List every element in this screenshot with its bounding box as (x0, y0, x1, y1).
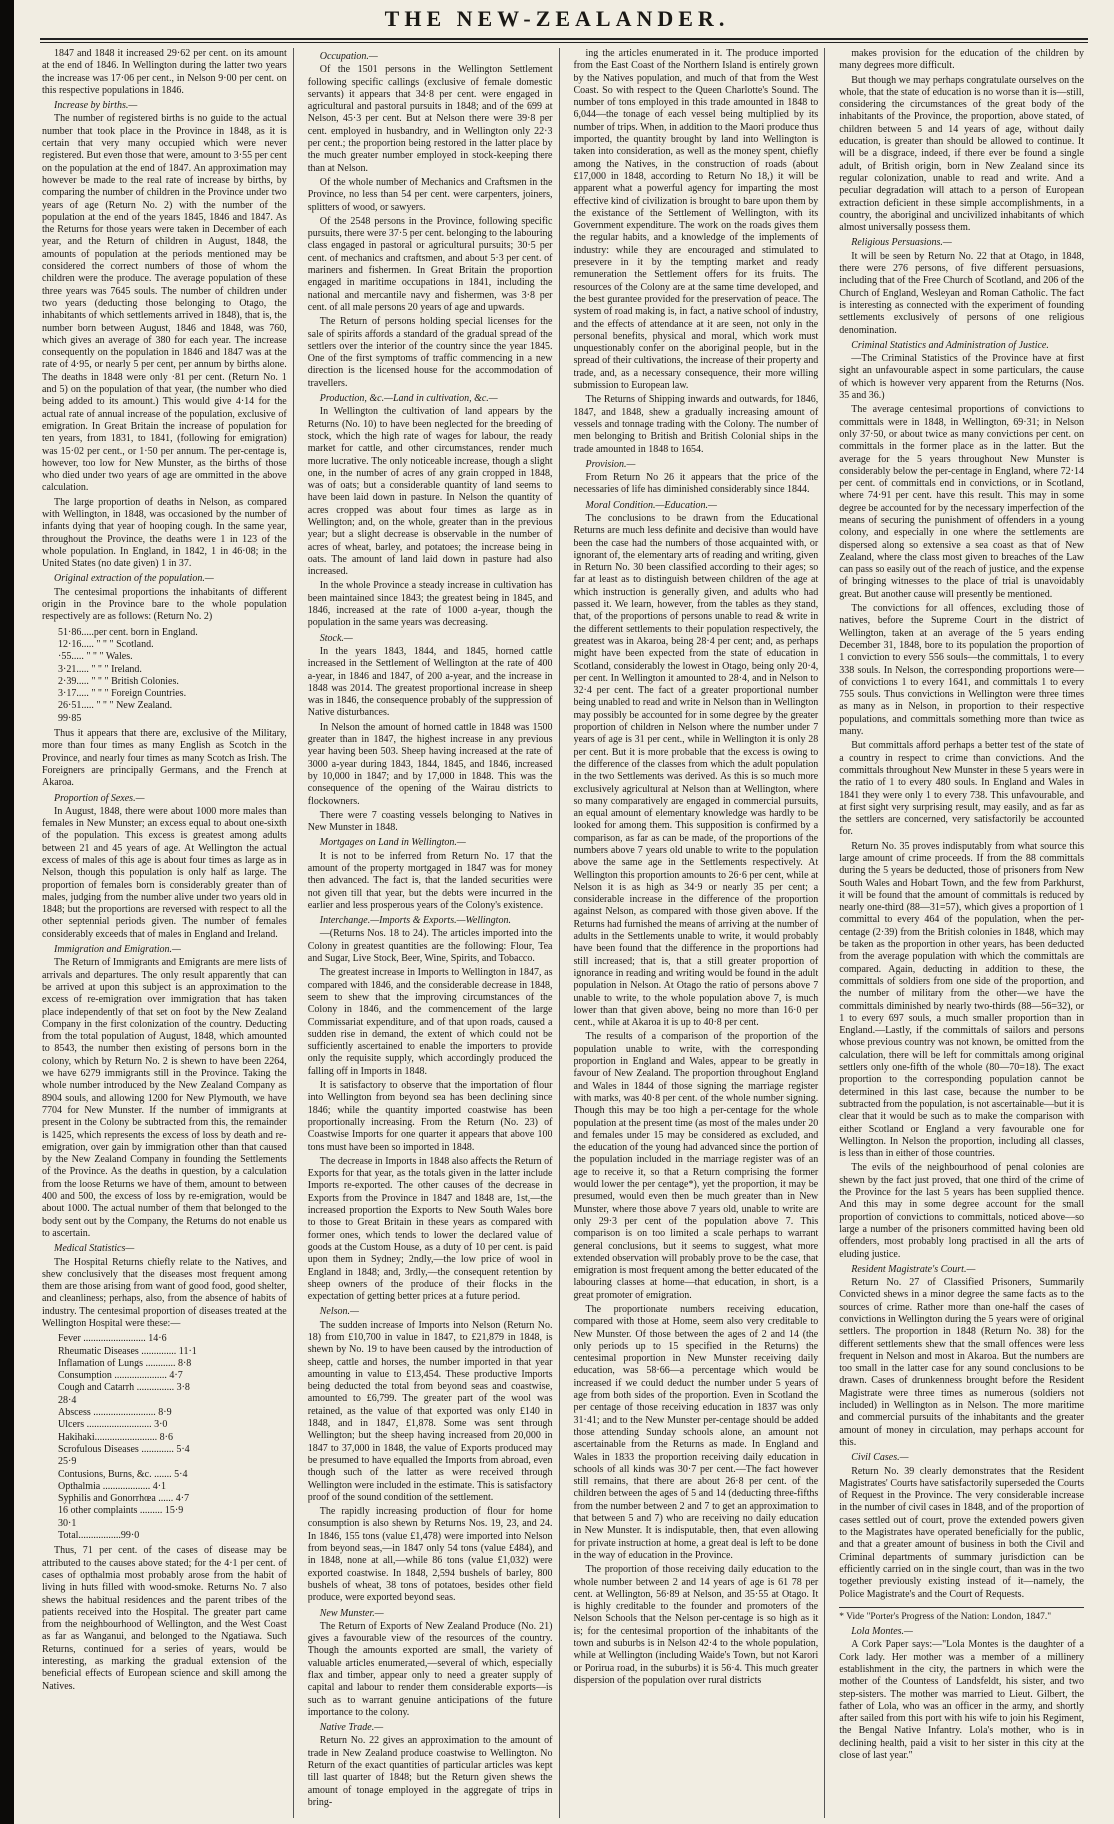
column-2 (308, 48, 560, 1818)
paragraph: But committals afford perhaps a better test of the state of a country in respect to crime than convictions. And the committals throughout New Munster in these 5 years were in the ratio of 1 to every 480 souls. In England and Wales in 1841 they were only 1 to every 738. This unfavourable, and at first sight very surprising result, may easily, and as far as the settlers are concerned, very satisfactorily be accounted for. (839, 740, 1084, 838)
section-heading: Mortgages on Land in Wellington.— (319, 837, 466, 849)
table-row: Scrofulous Diseases ............. 5·4 (58, 1443, 190, 1455)
paragraph: The rapidly increasing production of flour for home consumption is also shewn by Returns Nos. 19, 23, and 24. In 1846, 155 tons (value £1,478) were imported into Nelson from beyond seas,—in 1847 only 54 tons (value £484), and in 1848, none at all,—while 86 tons (value £1,032) were exported coastwise. In 1848, 2,594 bushels of barley, 800 bushels of wheat, 38 tons of potatoes, besides other field produce, were exported beyond seas. (307, 1506, 553, 1604)
column-4 (839, 48, 1090, 1818)
paragraph: makes provision for the education of the children by many degrees more difficult. (839, 48, 1084, 72)
section-heading: Criminal Statistics and Administration of Justice. (851, 339, 1049, 351)
subtotal: 30·1 (58, 1517, 77, 1529)
section-heading: Interchange.—Imports & Exports.—Wellington. (319, 915, 511, 927)
section-heading: Lola Montes.— (851, 1626, 913, 1638)
paragraph: 1847 and 1848 it increased 29·62 per cent. on its amount at the end of 1846. In Wellington during the latter two years the increase was 17·06 per cent., in Nelson 9·00 per cent. on this respective populations in 1846. (42, 48, 287, 96)
paragraph: —The Criminal Statistics of the Province have at first sight an unfavourable aspect in some particulars, the cause of which is however very apparent from the Returns (Nos. 35 and 36.) (839, 353, 1084, 402)
paragraph: —(Returns Nos. 18 to 24). The articles imported into the Colony in greatest quantities are the following: Flour, Tea and Sugar, Live Stock, Beer, Wine, Spirits, and Tobacco. (307, 928, 553, 965)
paragraph: Of the 2548 persons in the Province, following specific pursuits, there were 37·5 per cent. belonging to the labouring class engaged in pastoral or agricultural pursuits; 30·5 per cent. of mechanics and craftsmen, and about 5·3 per cent. of mariners and fishermen. In Great Britain the proportion engaged in maritime occupations in 1841, including the national and mercantile navy and fishermen, was 3·8 per cent. of all male persons 20 years of age and upwards. (307, 215, 553, 313)
table-row: Inflamation of Lungs ............ 8·8 (58, 1357, 192, 1369)
masthead-rule-thin (40, 42, 1088, 43)
paragraph: In Wellington the cultivation of land appears by the Returns (No. 10) to have been neglected for the breeding of stock, which the high rate of wages for labour, the ready market for cattle, and other circumstances, render much more lucrative. The only noticeable increase, though a slight one, in the number of acres of any grain cropped in 1848, was of oats; but a considerable quantity of land seems to have been laid down in pasture. In Nelson the quantity of acres cropped was about four times as large as in Wellington; and, on the whole, greater than in the previous year; but a slight decrease is observable in the number of acres of wheat, barley, and potatoes; the increase being in oats. The amount of land laid down in pasture had also increased. (307, 406, 553, 578)
paragraph: Thus it appears that there are, exclusive of the Military, more than four times as many English as Scotch in the Province, and nearly four times as many Scotch as Irish. The Foreigners are principally Germans, and the French at Akaroa. (42, 728, 287, 789)
section-heading: Stock.— (319, 632, 353, 644)
paragraph: Thus, 71 per cent. of the cases of disease may be attributed to the causes above stated; for the 4·1 per cent. of cases of opthalmia most probably arose from the habit of living in huts filled with wood-smoke. Returns No. 7 also shews the habitual residences and the parent tribes of the patients received into the Hospital. The greater part came from the neighbourhood of Wellington, and the West Coast as far as Wanganui, and belonged to the Ngatiawa. Such Returns, continued for a series of years, would be interesting, as marking the gradual extension of the beneficial effects of European science and skill among the Natives. (42, 1545, 287, 1692)
section-heading: New Munster.— (319, 1607, 384, 1619)
table-row: 26·51..... " " " New Zealand. (58, 700, 173, 712)
disease-table (58, 1333, 287, 1542)
section-heading: Occupation.— (319, 51, 378, 62)
paragraph: The Hospital Returns chiefly relate to the Natives, and shew conclusively that the diseases most frequent among them are those arising from want of good food, good shelter, and cleanliness; perhaps, also, from the absence of habits of industry. The centesimal proportion of diseases treated at the Wellington Hospital were these:— (42, 1256, 287, 1329)
paragraph: ing the articles enumerated in it. The produce imported from the East Coast of the Northern Island is entirely grown by the Natives population, and much of that from the West Coast. So with respect to the Queen Charlotte's Sound. The number of tons employed in this trade amounted in 1848 to 6,044—the tonage of each vessel being multiplied by its number of trips. When, in addition to the Maori produce thus imported, the quantity brought by land into Wellington is taken into consideration, as well as the money spent, chiefly among the Natives, in the construction of roads (about £17,000 in 1848, according to Return No 18,) it will be apparent what a powerful agency for imparting the most effective kind of civilization is brought to bare upon them by the existance of the Settlement of Wellington, with its Government expenditure. The work on the roads gives them the regular habits, and a knowledge of the implements of industry: while they are encouraged and stimulated to presevere in it by the tempting market and ready remuneration the Settlement offers for its fruits. The resources of the Colony are at the same time developed, and the best gurantee provided for the preservation of peace. The system of road making is, in fact, a native school of industry, and the effects of attendance at it are seen, not only in the personal benefits, physical and moral, which work must unquestionably confer on the aboriginal people, but in the spread of their cultivations, the increase of their property and trade, and, as a necessary consequence, their more willing submission to European law. (573, 48, 819, 392)
paragraph: The centesimal proportions the inhabitants of different origin in the Province bare to the whole population respectively are as follows: (Return No. 2) (42, 586, 287, 623)
section-heading: Production, &c.—Land in cultivation, &c.— (319, 393, 498, 405)
section-heading: Moral Condition.—Education.— (585, 499, 717, 511)
paragraph: The decrease in Imports in 1848 also affects the Return of Exports for that year, as the totals given in the latter include Imports re-exported. The other causes of the decrease in Exports from the Province in 1847 and 1848 are, 1st,—the increased proportion the Exports to New South Wales bore to those to Great Britain in these years as compared with former ones, which tends to lower the declared value of goods at the Custom House, as a duty of 10 per cent. is paid upon them in Sydney; 2ndly,—the low price of wool in England in 1848; and, 3rdly,—the consequent retention by sheep owners of the produce of their flocks in the expectation of getting better prices at a future period. (307, 1155, 553, 1303)
section-heading: Increase by births.— (54, 100, 138, 112)
table-row: Ulcers .......................... 3·0 (58, 1419, 168, 1431)
grand-total: Total.................99·0 (58, 1530, 140, 1542)
column-1 (42, 48, 294, 1818)
paragraph: The Return of Exports of New Zealand Produce (No. 21) gives a favourable view of the resources of the country. Though the amounts exported are small, the variety of valuable articles enumerated,—several of which, especially flax and timber, appear only to need a greater supply of capital and labour to render them considerable exports—is such as to warrant genuine anticipations of the future importance to the colony. (307, 1620, 553, 1718)
table-row: 12·16..... " " " Scotland. (58, 638, 154, 650)
table-row: Syphilis and Gonorrhœa ...... 4·7 (58, 1493, 190, 1505)
table-row: 2·39..... " " " British Colonies. (58, 675, 179, 687)
section-heading: Medical Statistics— (54, 1243, 135, 1255)
table-total: 99·85 (58, 712, 82, 724)
table-row: Rheumatic Diseases .............. 11·1 (58, 1345, 197, 1357)
table-row: Fever ......................... 14·6 (58, 1333, 167, 1345)
paragraph: Return No. 22 gives an approximation to the amount of trade in New Zealand produce coastwise to Wellington. No Return of the exact quantities of particular articles was kept till last quarter of 1848; but the Return given shews the amount of tonage employed in the aggregate of trips in bring- (307, 1735, 553, 1808)
paragraph: Of the whole number of Mechanics and Craftsmen in the Province, no less than 54 per cent. were carpenters, joiners, splitters of wood, or sawyers. (307, 176, 553, 213)
paragraph: Return No. 27 of Classified Prisoners, Summarily Convicted shews in a minor degree the same facts as to the sources of crime. Rather more than one-half the cases of convictions in Wellington during the 5 years were of original settlers. The proportion in 1848 (Return No. 38) for the different settlements shew that the small offences were less frequent in Nelson and most in Akaroa. But the numbers are too small in the latter case for any sound conclusions to be drawn. Cases of drunkenness brought before the Resident Magistrate were three times as numerous (soldiers not included) in Wellington as in Nelson. The more maritime and commercial pursuits of the inhabitants and the greater amount of money in circulation, may perhaps account for this. (839, 1277, 1084, 1448)
paragraph: In the whole Province a steady increase in cultivation has been maintained since 1843; the greatest being in 1845, and 1846, increased at the rate of 1000 a-year, though the population in the same years was decreasing. (307, 580, 553, 629)
paragraph: There were 7 coasting vessels belonging to Natives in New Munster in 1848. (307, 809, 553, 834)
page-spine (0, 0, 14, 1824)
paragraph: Return No. 35 proves indisputably from what source this large amount of crime proceeds. If from the 88 committals during the 5 years be deducted, those of prisoners from New South Wales and Hobart Town, and the few from Parkhurst, it will be found that the amount of committals is reduced by nearly one-third (88—31=57), which gives a proportion of 1 committal to every 464 of the population, when the per-centage (2·39) from the British colonies in 1848, which may be taken as the proportion in other years, has been deducted from the average population with which the committals are compared. Again, deducting in addition to these, the committals of soldiers from one side of the proportion, and the number of military from the other—we have the committals diminished by nearly two-thirds (88—56=32), or 1 to every 697 souls, a much smaller proportion than in England.—Lastly, if the committals of sailors and persons whose previous country was not known, be omitted from the calculation, there will be left for committals among original settlers only one-fifth of the whole (80—70=18). The exact proportion to the corresponding population cannot be determined in this last case, because the number to be subtracted from the population, is not ascertainable—but it is clear that it would be such as to make the comparison with either Scotland or England a very favourable one for Wellington. In Nelson the proportion, including all classes, is less than in either of those countries. (839, 840, 1084, 1160)
columns (42, 48, 1090, 1818)
subtotal: 28·4 (58, 1394, 77, 1406)
table-row: 16 other complaints ......... 15·9 (58, 1505, 184, 1517)
section-heading: Immigration and Emigration.— (54, 944, 181, 956)
footnote: * Vide "Porter's Progress of the Nation: London, 1847." (839, 1607, 1084, 1623)
origin-table (58, 627, 287, 725)
paragraph: Of the 1501 persons in the Wellington Settlement following specific callings (exclusive of female domestic servants) it appears that 34·8 per cent. were engaged in agricultural and pastoral pursuits in 1848; and of the 699 at Nelson, 45·3 per cent. But at Nelson there were 39·8 per cent. employed in husbandry, and in Wellington only 22·3 per cent.; the proportion being restored in the latter place by the much greater number employed in stock-keeping there than at Nelson. (307, 64, 553, 174)
paragraph: It is satisfactory to observe that the importation of flour into Wellington from beyond sea has been declining since 1846; while the quantity imported coastwise has been proportionally increasing. From the Return (No. 23) of Coastwise Imports for one quarter it appears that above 100 tons must have been so imported in 1848. (307, 1080, 553, 1153)
paragraph: The Return of Immigrants and Emigrants are mere lists of arrivals and departures. The only result apparently that can be arrived at upon this subject is an approximation to the excess of re-emigration over immigration that has taken place independently of that set on foot by the New Zealand Company in the first colonization of the country. Deducting from the total population of August, 1848, which amounted to 8543, the number then existing of persons born in the colony, which by Return No. 2 is shewn to have been 2264, we have 6279 immigrants still in the Province. Taking the whole number introduced by the New Zealand Company as 8904 souls, and allowing 1200 for New Plymouth, we have 7704 for New Munster. If the number of immigrants at present in the Colony be subtracted from this, the remainder is 1425, which represents the excess of loss by death and re-emigration, over gain by immigration other than that caused by the New Zealand Company in founding the Settlements of the Province. As the deaths in question, by a calculation from the loose Returns we have of them, amount to between 400 and 500, the excess of loss by re-emigration, would be about 1000. The actual number of them that belonged to the body sent out by the Company, the Returns do not enable us to ascertain. (42, 957, 287, 1239)
paragraph: The greatest increase in Imports to Wellington in 1847, as compared with 1846, and the considerable decrease in 1848, seem to shew that the improving circumstances of the Colony in 1846, and the commencement of the large Commissariat expenditure, and of that upon roads, caused a sudden rise in demand, the extent of which could not be sufficiently ascertained to enable the importers to provide only the requisite supply, which accordingly produced the falling off in Imports in 1848. (307, 967, 553, 1077)
paragraph: The convictions for all offences, excluding those of natives, before the Supreme Court in the district of Wellington, taken at an average of the 5 years ending December 31, 1848, bore to its population the proportion of 1 conviction to every 556 souls—the committals, 1 to every 338 souls. In Nelson, the corresponding proportions were—of convictions 1 to every 1641, and committals 1 to every 755 souls. Thus convictions in Wellington were three times as many as in Nelson, in proportion to their respective populations, and committals something more than twice as many. (839, 603, 1084, 738)
masthead: THE NEW-ZEALANDER. (384, 6, 730, 31)
table-row: 3·17..... " " " Foreign Countries. (58, 688, 187, 700)
paragraph: It will be seen by Return No. 22 that at Otago, in 1848, there were 276 persons, of five different persuasions, including that of the Free Church of Scotland, and 206 of the Church of England, Wesleyan and Roman Catholic. The fact is interesting as connected with the experiment of founding settlements exclusively of persons of one religious denomination. (839, 250, 1084, 336)
paragraph: In the years 1843, 1844, and 1845, horned cattle increased in the Settlement of Wellington at the rate of 400 a-year, in 1846 and 1847, of 200 a-year, and the increase in 1848 was 2014. The greatest proportional increase in sheep was in 1846, the consequence probably of the suppression of Native disturbances. (307, 645, 553, 719)
paragraph: The number of registered births is no guide to the actual number that took place in the Province in 1848, as it is certain that very many occupied which were never registered. But even those that were, amount to 3·55 per cent on the population at the end of 1847. An approximation may however be made to the real rate of increase by births, by comparing the number of children in the Province under two years of age (Return No. 2) with the number of the population at the end of the years 1845, 1846 and 1847. As the Returns for those years were taken in December of each year, and the Return of children in August, 1848, the amounts of population at the periods mentioned may be considered the correct numbers of those of whom the children were the produce. The average population of these three years was 7645 souls. The number of children under two years (deducting those belonging to Otago, the inhabitants of which settlements arrived in 1848), that is, the number born between August, 1846 and 1848, was 760, which gives an average of 380 for each year. The increase consequently on the population in 1846 and 1847 was at the rate of 4·95, or nearly 5 per cent, per annum by births alone. The deaths in 1848 were only ·81 per cent. (Return No. 1 and 5) on the population of that year, (the number who died being added to its amount.) This would give 4·14 for the actual rate of annual increase of the population, exclusive of emigration. In Great Britain the increase of population for ten years, from 1831, to 1841, (following for emigration) was 15·02 per cent., or 1·50 per annum. The per-centage is, however, too low for New Munster, as the births of those who died under two years of age are ommitted in the above calculation. (42, 113, 287, 494)
paragraph: A Cork Paper says:—"Lola Montes is the daughter of a Cork lady. Her mother was a member of a millinery establishment in the city, the partners in which were the mother of the Countess of Landsfeldt, his sister, and two step-sisters. The mother was married to Lieut. Gilbert, the father of Lola, who was an officer in the army, and shortly after sailed from this port with his wife to join his Regiment, the Bengal Native Infantry. Lola's mother, who is in declining health, paid a visit to her sister in this city at the close of last year." (839, 1639, 1084, 1762)
table-row: Hakihaki......................... 8·6 (58, 1431, 173, 1443)
paragraph: The Returns of Shipping inwards and outwards, for 1846, 1847, and 1848, shew a gradually increasing amount of vessels and tonnage trading with the Colony. The number of men belonging to British and British Colonial ships in the trade amounted in 1848 to 1654. (573, 394, 819, 455)
section-heading: Nelson.— (319, 1306, 359, 1318)
paragraph: The results of a comparison of the proportion of the population unable to write, with the corresponding proportion in England and Wales, appear to be greatly in favour of New Zealand. The proportion throughout England and Wales in 1844 of those signing the marriage register with marks, was 40·8 per cent. of the whole number signing. Though this may be too high a per-centage for the whole population at the present time (as most of the males under 20 and females under 15 may be considered as excluded, and the education of the young had advanced since the portion of the population included in the marriage register was of an age to receive it, so that a Return comprising the former would lower the per centage*), yet the proportion, it may be presumed, would even then be much greater than in New Munster, where those above 7 years old, unable to write are only 29·3 per cent of the population above 7. This comparison is on too limited a scale perhaps to warrant general conclusions, but it seems to suggest, what more extended observation will probably prove to be the case, that emigration is most frequent among the better educated of the labouring classes at home—that education, in short, is a great promoter of emigration. (573, 1031, 819, 1301)
paragraph: But though we may perhaps congratulate ourselves on the whole, that the state of education is no worse than it is—still, considering the circumstances of the great body of the inhabitants of the Province, the proportion, above stated, of children between 5 and 14 years of age, without daily education, is greater than should be allowed to continue. It will be a disgrace, indeed, if there ever be found a single adult, of British origin, born in New Zealand since its regular colonization, unable to read and write. And a peculiar degradation will attach to a person of European extraction deficient in these simple accomplishments, in a country, the aboriginal and uncivilized inhabitants of which almost universally possess them. (839, 74, 1084, 234)
table-row: ·55..... " " " Wales. (58, 651, 133, 663)
section-heading: Native Trade.— (319, 1722, 384, 1734)
paragraph: In Nelson the amount of horned cattle in 1848 was 1500 greater than in 1847, the highest increase in any previous year having been 503. Sheep having increased at the rate of 3000 a-year during 1843, 1844, 1845, and 1846, increased by 10,000 in 1847; and by 17,000 in 1848. This was the consequence of the opening of the Wairau districts to flockowners. (307, 721, 553, 807)
paragraph: The evils of the neighbourhood of penal colonies are shewn by the fact just proved, that one third of the crime of the Province for the last 5 years has been supplied thence. And this may in some degree account for the small proportion of convictions to committals, noticed above—so large a number of the prisoners committed having been old offenders, most probably long practised in all the arts of eluding justice. (839, 1162, 1084, 1260)
table-row: Opthalmia ................... 4·1 (58, 1480, 167, 1492)
paragraph: The large proportion of deaths in Nelson, as compared with Wellington, in 1848, was occasioned by the number of infants dying that year of hooping cough. In the same year, throughout the Province, the deaths were 1 in 123 of the whole population. In England, in 1842, 1 in 46·08; in the United States (no date given) 1 in 37. (42, 496, 287, 570)
table-row: Abscess ......................... 8·9 (58, 1407, 172, 1419)
section-heading: Civil Cases.— (851, 1452, 909, 1464)
table-row: 51·86.....per cent. born in England. (58, 626, 198, 638)
table-row: Contusions, Burns, &c. ....... 5·4 (58, 1468, 188, 1480)
table-row: 3·21..... " " " Ireland. (58, 663, 142, 675)
table-row: Consumption ..................... 4·7 (58, 1370, 183, 1382)
table-row: Cough and Catarrh ............... 3·8 (58, 1382, 190, 1394)
paragraph: The average centesimal proportions of convictions to committals were in 1848, in Wellington, 69·31; in Nelson only 37·50, or about twice as many convictions per cent. on committals in the former place as in the latter. But the average for the 5 years throughout New Munster is considerably below the per-centage in England, where 72·14 per cent. of committals end in convictions, or in Scotland, where 74·91 per cent. have this result. This may in some degree be accounted for by the necessary imperfection of the means of securing the punishment of offenders in a young colony, and especially in one where the settlements are dispersed along so extensive a sea coast as that of New Zealand, where the class most given to breaches of the Law can pass so easily out of the reach of justice, and the expense of bringing witnesses to the place of trial is unavoidably great. But another cause will presently be mentioned. (839, 404, 1084, 600)
section-heading: Religious Persuasions.— (851, 237, 952, 249)
paragraph: In August, 1848, there were about 1000 more males than females in New Munster; an excess equal to about one-sixth of the population. This excess is greatest among adults between 21 and 45 years of age. At Wellington the actual excess of males of this age is about four times as large as in Nelson, though this population is only half as large. The proportion of females born is considerably greater than of males, judging from the number alive under two years old in 1848; but the proportions are reversed with respect to all the other septennial periods given. The number of females considerably exceeds that of males in England and Ireland. (42, 805, 287, 940)
paragraph: The Return of persons holding special licenses for the sale of spirits affords a standard of the gradual spread of the settlers over the interior of the country since the year 1845. One of the first symptoms of traffic commencing in a new direction is the licensed house for the accommodation of travellers. (307, 316, 553, 389)
subtotal: 25·9 (58, 1456, 77, 1468)
masthead-rule (40, 38, 1088, 40)
paragraph: The conclusions to be drawn from the Educational Returns are much less definite and decisive than would have been the case had the numbers of those acquainted with, or ignorant of, the elementary arts of reading and writing, given in Return No. 30 been classified according to their ages; so far at least as to distinguish between children of the age at which instruction is generally given, and adults who had passed it. We learn, however, from the tables as they stand, that, of the proportions of persons unable to read & write in the different settlements to their population respectively, the greatest was in Akaroa, being 28·4 per cent; and, as perhaps might have been expected from the state of education in Scotland, considerably the lowest in Otago, being only 20·4, per cent. In Wellington it amounted to 28·4, and in Nelson to 32·4 per cent. The fact of a greater proportional number being unabled to read and write in Nelson than in Wellington may possibly be accounted for in some degree by the greater proportion of children in Nelson where the number under 7 years of age is 31 per cent., while in Wellington it is only 28 per cent. But it is more probable that the excess is owing to the difference of the classes from which the adult population in the two Settlements was derived. As this is so much more exclusively agricultural at Nelson than at Wellington, where so many comparatively are engaged in commercial pursuits, an equal amount of elementary knowledge was hardly to be looked for among them. This supposition is confirmed by a comparison, as far as can be made, of the proportions of the numbers above 7 years old unable to write to the population above the same age in the Settlements respectively. At Wellington this proportion amounts to 26·6 per cent, while at Nelson it is as high as 34·9 or nearly 35 per cent; a considerable increase in the difference of the proportion against Nelson, as compared with those given above. If the Returns had furnished the means of arriving at the number of adults in the Settlements unable to write, it would probably have been found that the difference in the proportions had still increased; that is, that a still greater proportion of ignorance in reading and writing would be found in the adult population in Nelson. At Otago the ratio of persons above 7 unable to write, to the whole population above 7, is much lower than that given above, being no more than 16·0 per cent., while at Akaroa it is up to 40·8 per cent. (573, 512, 819, 1029)
paragraph: Return No. 39 clearly demonstrates that the Resident Magistrates' Courts have satisfactorily superseded the Courts of Request in the Province. The very considerable increase in the number of civil cases in 1848, and of the proportion of cases settled out of court, prove the extended powers given to the Magistrates have operated beneficially for the public, and that a greater amount of business in both the Civil and Criminal departments of summary jurisdiction can be efficiently carried on in the single court, than was in the two together previously existing instead of it—namely, the Police Magistrate's and the Court of Requests. (839, 1465, 1084, 1600)
section-heading: Provision.— (585, 458, 636, 470)
section-heading: Proportion of Sexes.— (54, 792, 145, 804)
paragraph: It is not to be inferred from Return No. 17 that the amount of the property mortgaged in 1847 was for money then advanced. The fact is, that the landed securities were not given till that year, but the debts were incurred in the earlier and less prosperous years of the Colony's existence. (307, 850, 553, 911)
paragraph: From Return No 26 it appears that the price of the necessaries of life has diminished considerably since 1844. (573, 472, 819, 496)
paragraph: The proportion of those receiving daily education to the whole number between 2 and 14 years of age is 61 78 per cent. at Wellington, 56·89 at Nelson, and 35·55 at Otago. It is highly creditable to the founder and promoters of the Nelson Schools that the Nelson per-centage is so high as it is; for the centesimal proportion of the inhabitants of the town and suburbs is in Nelson 42·4 to the whole population, while at Wellington (including Waide's Town, but not Karori or Porirua road, in the suburbs) it is 56·4. This much greater dispersion of the population over rural districts (573, 1564, 819, 1686)
section-heading: Resident Magistrate's Court.— (851, 1263, 976, 1275)
paragraph: The sudden increase of Imports into Nelson (Return No. 18) from £10,700 in value in 1847, to £21,879 in 1848, is shewn by No. 19 to have been caused by the introduction of sheep, cattle and horses, the number imported in that year amounting in value to £13,454. These productive Imports being deducted the total from beyond seas and coastwise, amounted to £6,799. The greater part of the wool was retained, as the value of that exported was only £140 in 1848, and in 1847, £1,878. Some was sent through Wellington; but the sheep having increased from 20,000 in 1847 to 37,000 in 1848, the value of Exports produced may be presumed to have equalled the Imports from abroad, even though such of the latter as were received through Wellington were included in the estimate. This is satisfactory proof of the sound condition of the settlement. (307, 1319, 553, 1503)
section-heading: Original extraction of the population.— (54, 573, 214, 585)
column-3 (574, 48, 826, 1818)
paragraph: The proportionate numbers receiving education, compared with those at Home, seem also very creditable to New Munster. Of those between the ages of 2 and 14 (the only periods up to 15 specified in the Returns) the centesimal proportion in New Munster receiving daily education, was 58·66—a percentage which would be increased if we could deduct the number under 5 years of age from both sides of the proportion. Even in Scotland the per centage of those receiving education in 1837 was only 31·41; and to the New Munster per-centage should be added those attending Sunday schools alone, an amount not ascertainable from the Returns as made. In England and Wales in 1833 the proportion receiving daily education in schools of all kinds was 30·7 per cent.—The fact however still remains, that there are about 26·8 per cent. of the children between the ages of 5 and 14 (deducting three-fifths from the number between 2 and 7 to get an approximation to that between 5 and 7) who are receiving no daily education in New Munster. It is indisputable, then, that even allowing for private instruction at home, a great deal is left to be done in the way of education in the Province. (573, 1303, 819, 1561)
